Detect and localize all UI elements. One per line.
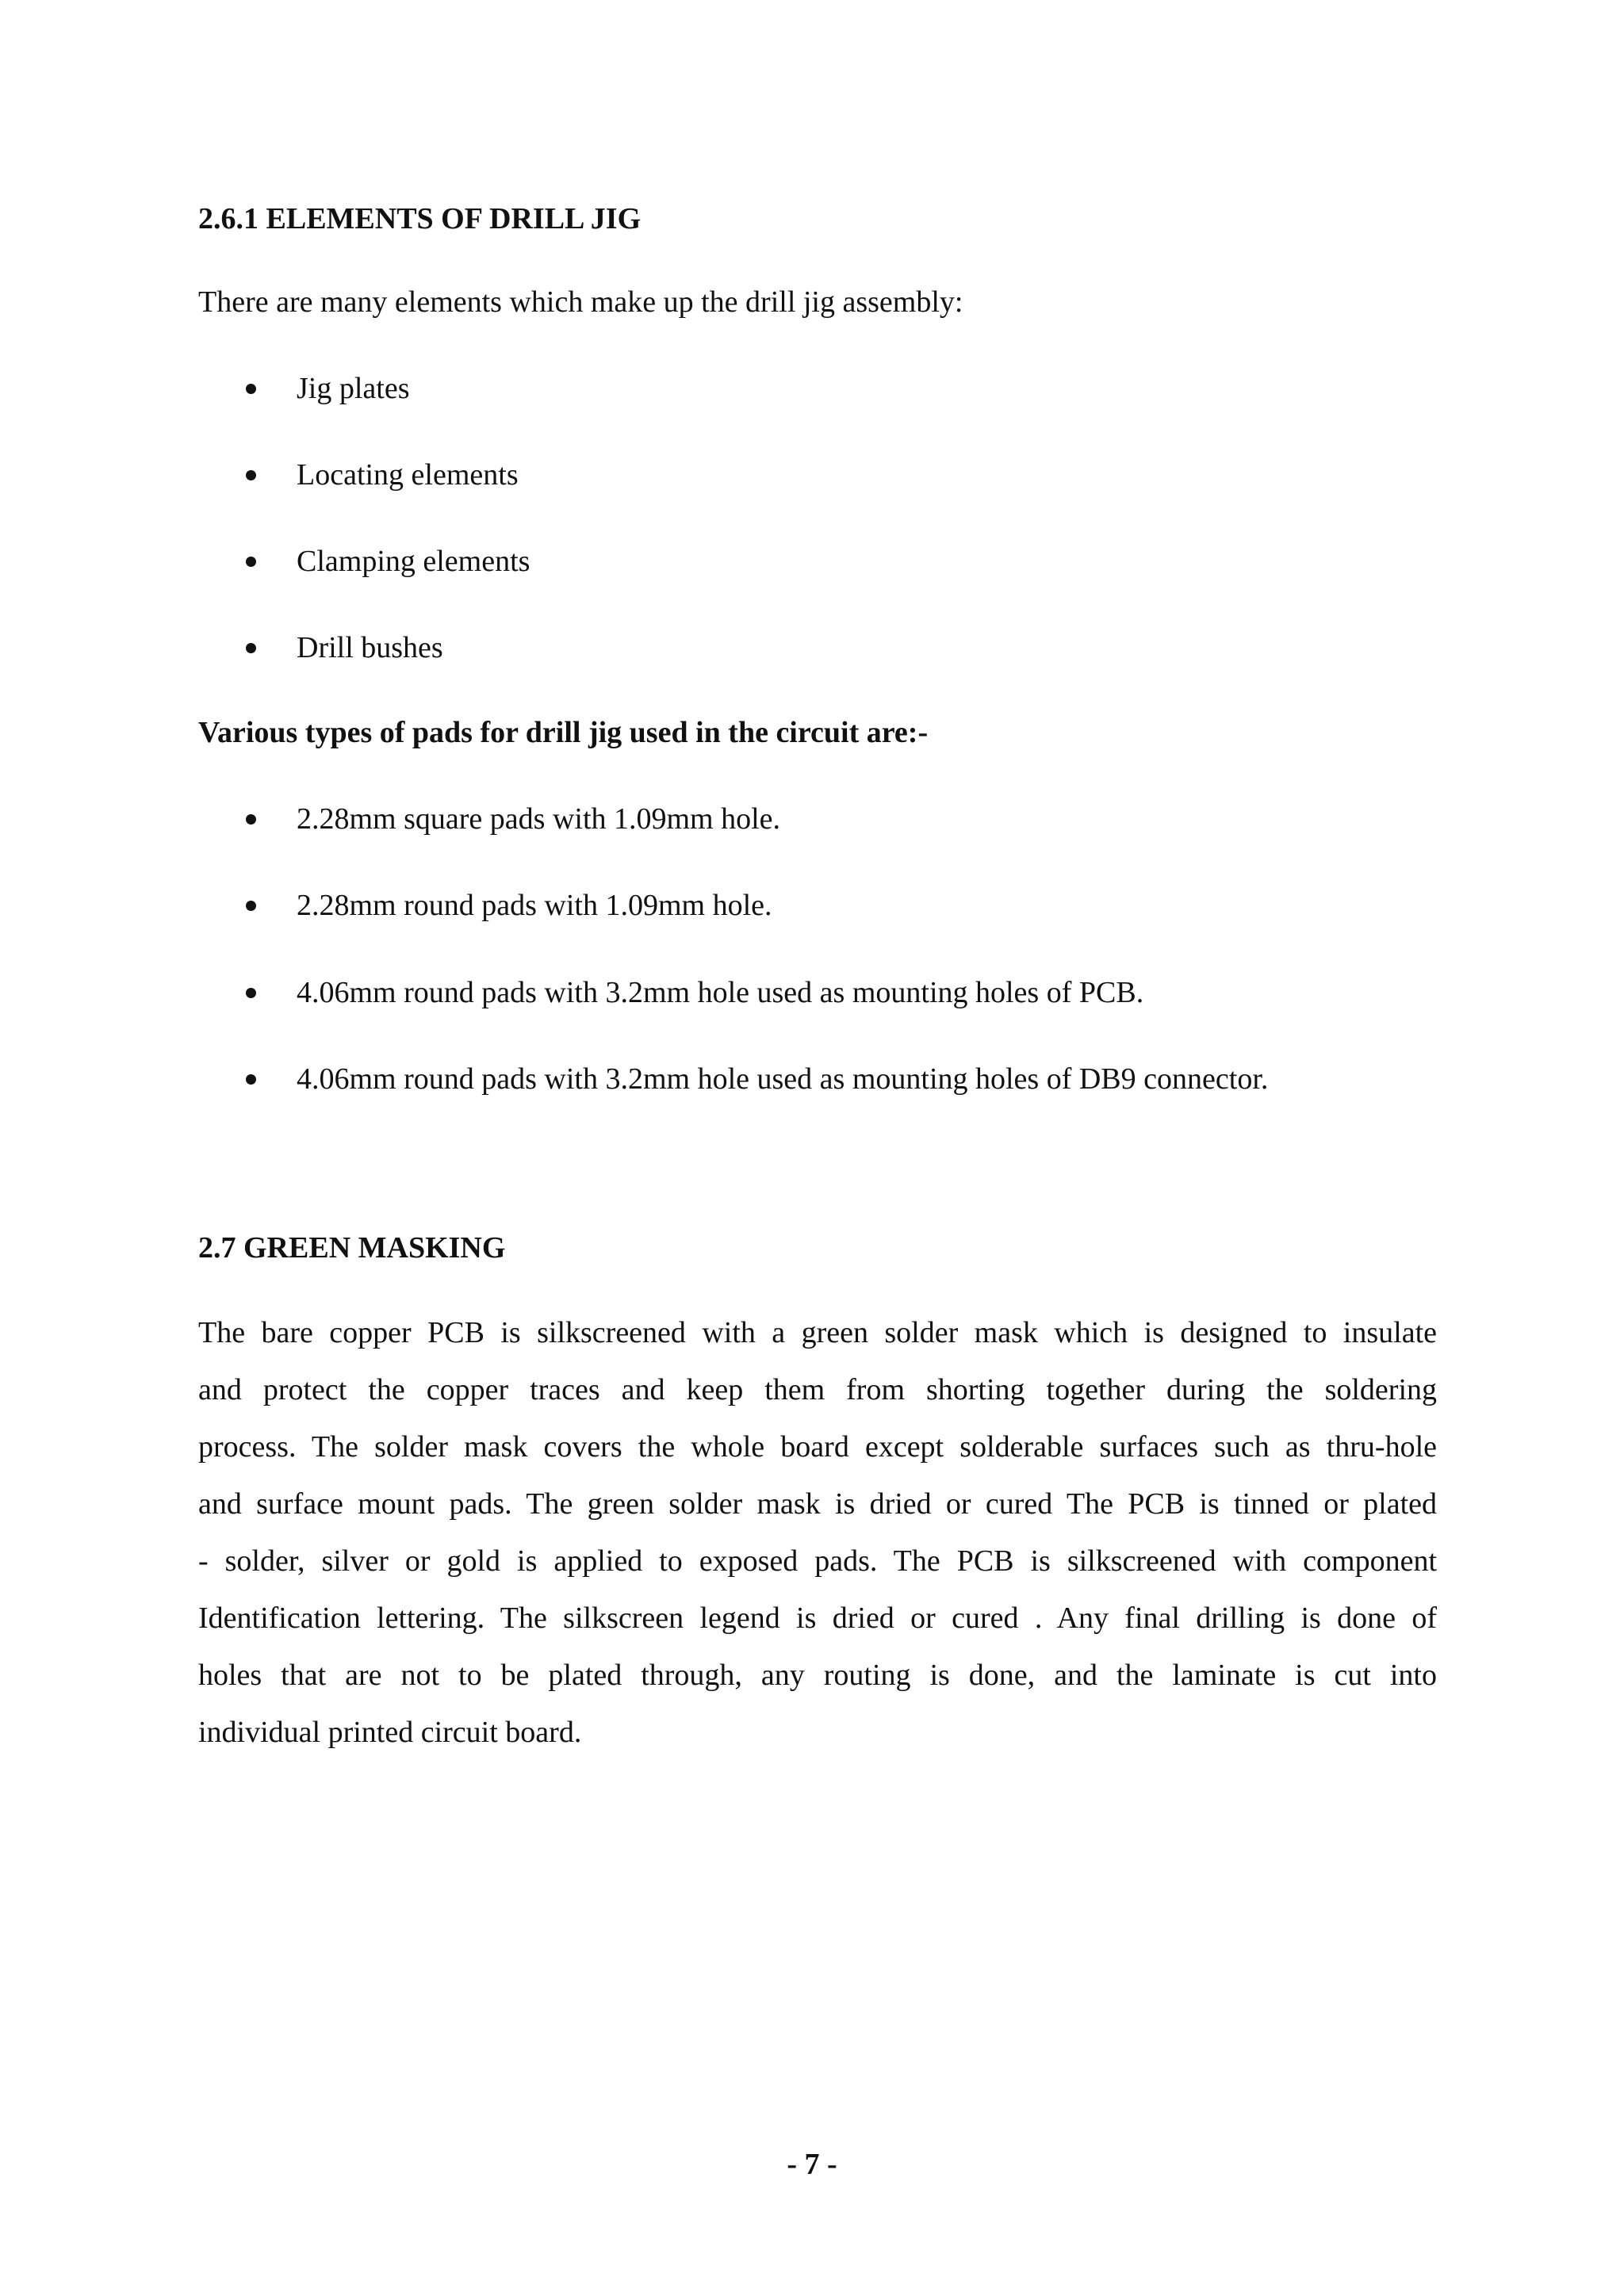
bullet-icon (246, 988, 256, 998)
bullet-icon (246, 901, 256, 911)
paragraph-line: process. The solder mask covers the whole board except solderable surfaces such as thru-hole (198, 1430, 1437, 1464)
bullet-icon (246, 384, 256, 394)
paragraph-line: Identification lettering. The silkscreen legend is dried or cured . Any final drilling is done of (198, 1601, 1437, 1635)
list-item-text: Drill bushes (297, 631, 443, 664)
section-heading-green-masking: 2.7 GREEN MASKING (198, 1231, 506, 1265)
paragraph-line: and surface mount pads. The green solder mask is dried or cured The PCB is tinned or plated (198, 1487, 1437, 1521)
list-item-text: 4.06mm round pads with 3.2mm hole used as mounting holes of DB9 connector. (297, 1062, 1269, 1096)
bullet-icon (246, 643, 256, 653)
paragraph-line: and protect the copper traces and keep them from shorting together during the soldering (198, 1373, 1437, 1406)
list-item-text: Jig plates (297, 372, 410, 405)
bullet-icon (246, 557, 256, 567)
list-item-text: Locating elements (297, 458, 519, 492)
list-item-text: 4.06mm round pads with 3.2mm hole used as mounting holes of PCB. (297, 976, 1144, 1009)
bullet-icon (246, 470, 256, 480)
bullet-icon (246, 814, 256, 825)
page-number: - 7 - (787, 2148, 837, 2181)
green-masking-paragraph (198, 1304, 1437, 1761)
pads-subheading: Various types of pads for drill jig used in the circuit are:- (198, 716, 929, 749)
paragraph-line: - solder, silver or gold is applied to exposed pads. The PCB is silkscreened with component (198, 1544, 1437, 1578)
intro-text: There are many elements which make up the drill jig assembly: (198, 285, 963, 319)
list-item-text: 2.28mm square pads with 1.09mm hole. (297, 802, 781, 836)
bullet-icon (246, 1074, 256, 1085)
list-item-text: 2.28mm round pads with 1.09mm hole. (297, 889, 772, 922)
paragraph-line: The bare copper PCB is silkscreened with a green solder mask which is designed to insulate (198, 1316, 1437, 1349)
paragraph-line: holes that are not to be plated through, any routing is done, and the laminate is cut into (198, 1659, 1437, 1692)
section-heading-elements-of-drill-jig: 2.6.1 ELEMENTS OF DRILL JIG (198, 202, 642, 235)
list-item-text: Clamping elements (297, 545, 530, 578)
paragraph-line: individual printed circuit board. (198, 1716, 582, 1749)
